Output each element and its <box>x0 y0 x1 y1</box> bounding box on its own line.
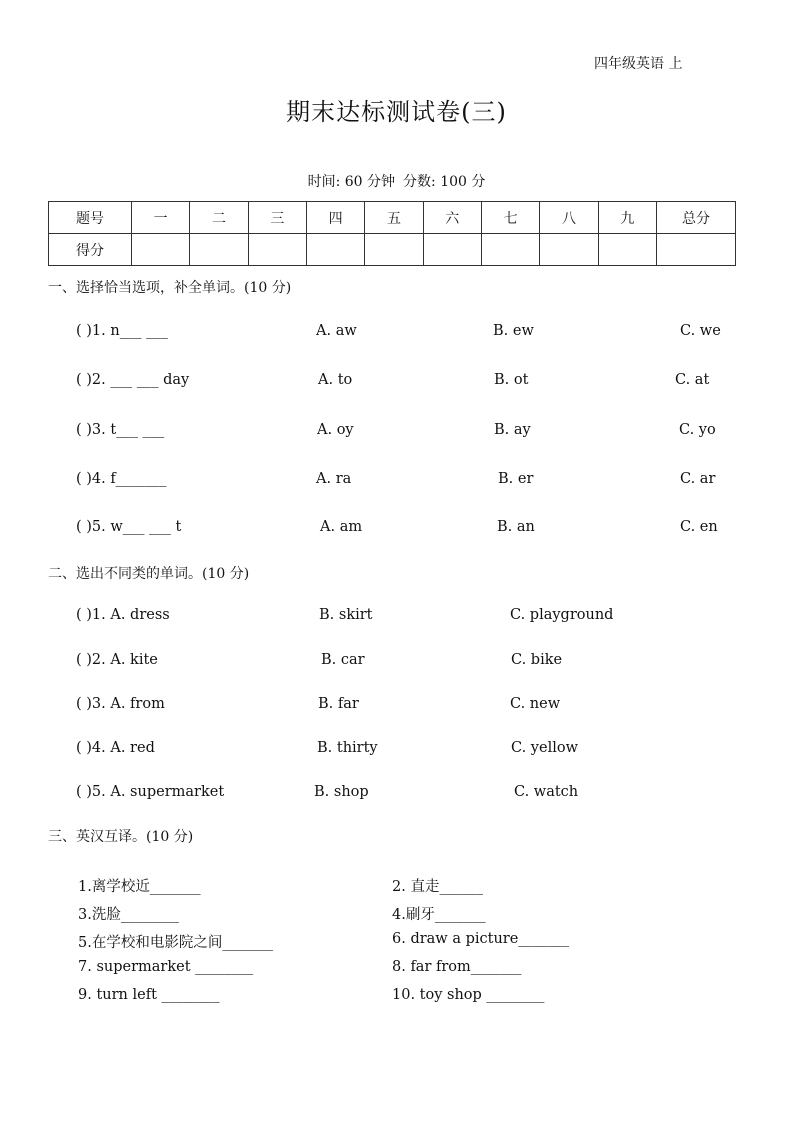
total-score: 分数: 100 分 <box>403 174 486 190</box>
translation-item: 7. supermarket ________ <box>78 959 254 975</box>
option-a: A. am <box>320 519 363 535</box>
score-table-cell: 八 <box>540 202 598 234</box>
grade-label: 四年级英语 上 <box>594 56 683 72</box>
score-table-header-row <box>49 202 736 234</box>
option-c: C. yo <box>679 422 716 438</box>
score-input-cell[interactable] <box>306 234 364 266</box>
translation-item: 6. draw a picture_______ <box>392 931 570 947</box>
question-stem: ( )5. A. supermarket <box>76 784 225 800</box>
question-stem: ( )4. A. red <box>76 740 155 756</box>
score-table-cell: 九 <box>598 202 656 234</box>
question-stem: ( )3. A. from <box>76 696 165 712</box>
section-1-title: 一、选择恰当选项，补全单词。(10 分) <box>48 280 292 296</box>
translation-item: 1.离学校近_______ <box>78 879 201 895</box>
translation-item: 5.在学校和电影院之间_______ <box>78 935 274 951</box>
option-b: B. ew <box>493 323 534 339</box>
score-input-cell[interactable] <box>598 234 656 266</box>
option-a: A. aw <box>316 323 357 339</box>
score-input-cell[interactable] <box>423 234 481 266</box>
time-limit: 时间: 60 分钟 <box>307 174 396 190</box>
translation-item: 3.洗脸________ <box>78 907 179 923</box>
option-b: B. skirt <box>319 607 373 623</box>
score-input-cell[interactable] <box>540 234 598 266</box>
option-b: B. thirty <box>317 740 378 756</box>
translation-item: 8. far from_______ <box>392 959 522 975</box>
option-c: C. we <box>680 323 721 339</box>
option-a: A. to <box>318 372 353 388</box>
score-table-cell: 四 <box>306 202 364 234</box>
option-b: B. ot <box>494 372 529 388</box>
question-stem: ( )2. ___ ___ day <box>76 372 190 388</box>
score-table-cell: 二 <box>190 202 248 234</box>
option-c: C. new <box>510 696 561 712</box>
exam-info <box>0 171 793 191</box>
score-table-cell: 得分 <box>49 234 132 266</box>
score-table <box>48 201 736 266</box>
score-table-cell: 三 <box>248 202 306 234</box>
score-input-cell[interactable] <box>657 234 736 266</box>
option-b: B. far <box>318 696 359 712</box>
page-title: 期末达标测试卷(三) <box>286 98 507 126</box>
option-b: B. ay <box>494 422 531 438</box>
translation-item: 2. 直走______ <box>392 879 483 895</box>
translation-item: 4.刷牙_______ <box>392 907 486 923</box>
question-stem: ( )4. f_______ <box>76 471 167 487</box>
score-table-cell: 七 <box>481 202 539 234</box>
option-c: C. bike <box>511 652 563 668</box>
score-table-score-row <box>49 234 736 266</box>
score-input-cell[interactable] <box>365 234 423 266</box>
question-stem: ( )3. t___ ___ <box>76 422 165 438</box>
score-input-cell[interactable] <box>248 234 306 266</box>
question-stem: ( )1. A. dress <box>76 607 170 623</box>
option-c: C. ar <box>680 471 716 487</box>
option-b: B. er <box>498 471 534 487</box>
option-c: C. at <box>675 372 710 388</box>
section-2-title: 二、选出不同类的单词。(10 分) <box>48 566 250 582</box>
score-table-cell: 五 <box>365 202 423 234</box>
score-table-cell: 总分 <box>657 202 736 234</box>
translation-item: 10. toy shop ________ <box>392 987 545 1003</box>
option-b: B. shop <box>314 784 369 800</box>
question-stem: ( )2. A. kite <box>76 652 158 668</box>
option-a: A. ra <box>316 471 352 487</box>
question-stem: ( )5. w___ ___ t <box>76 519 182 535</box>
score-table-cell: 一 <box>132 202 190 234</box>
option-c: C. playground <box>510 607 614 623</box>
option-b: B. car <box>321 652 365 668</box>
score-table-cell: 题号 <box>49 202 132 234</box>
option-b: B. an <box>497 519 535 535</box>
score-input-cell[interactable] <box>132 234 190 266</box>
option-c: C. en <box>680 519 718 535</box>
option-c: C. watch <box>514 784 579 800</box>
section-3-title: 三、英汉互译。(10 分) <box>48 829 194 845</box>
score-input-cell[interactable] <box>190 234 248 266</box>
option-a: A. oy <box>317 422 354 438</box>
score-table-cell: 六 <box>423 202 481 234</box>
question-stem: ( )1. n___ ___ <box>76 323 168 339</box>
score-input-cell[interactable] <box>481 234 539 266</box>
option-c: C. yellow <box>511 740 578 756</box>
translation-item: 9. turn left ________ <box>78 987 220 1003</box>
